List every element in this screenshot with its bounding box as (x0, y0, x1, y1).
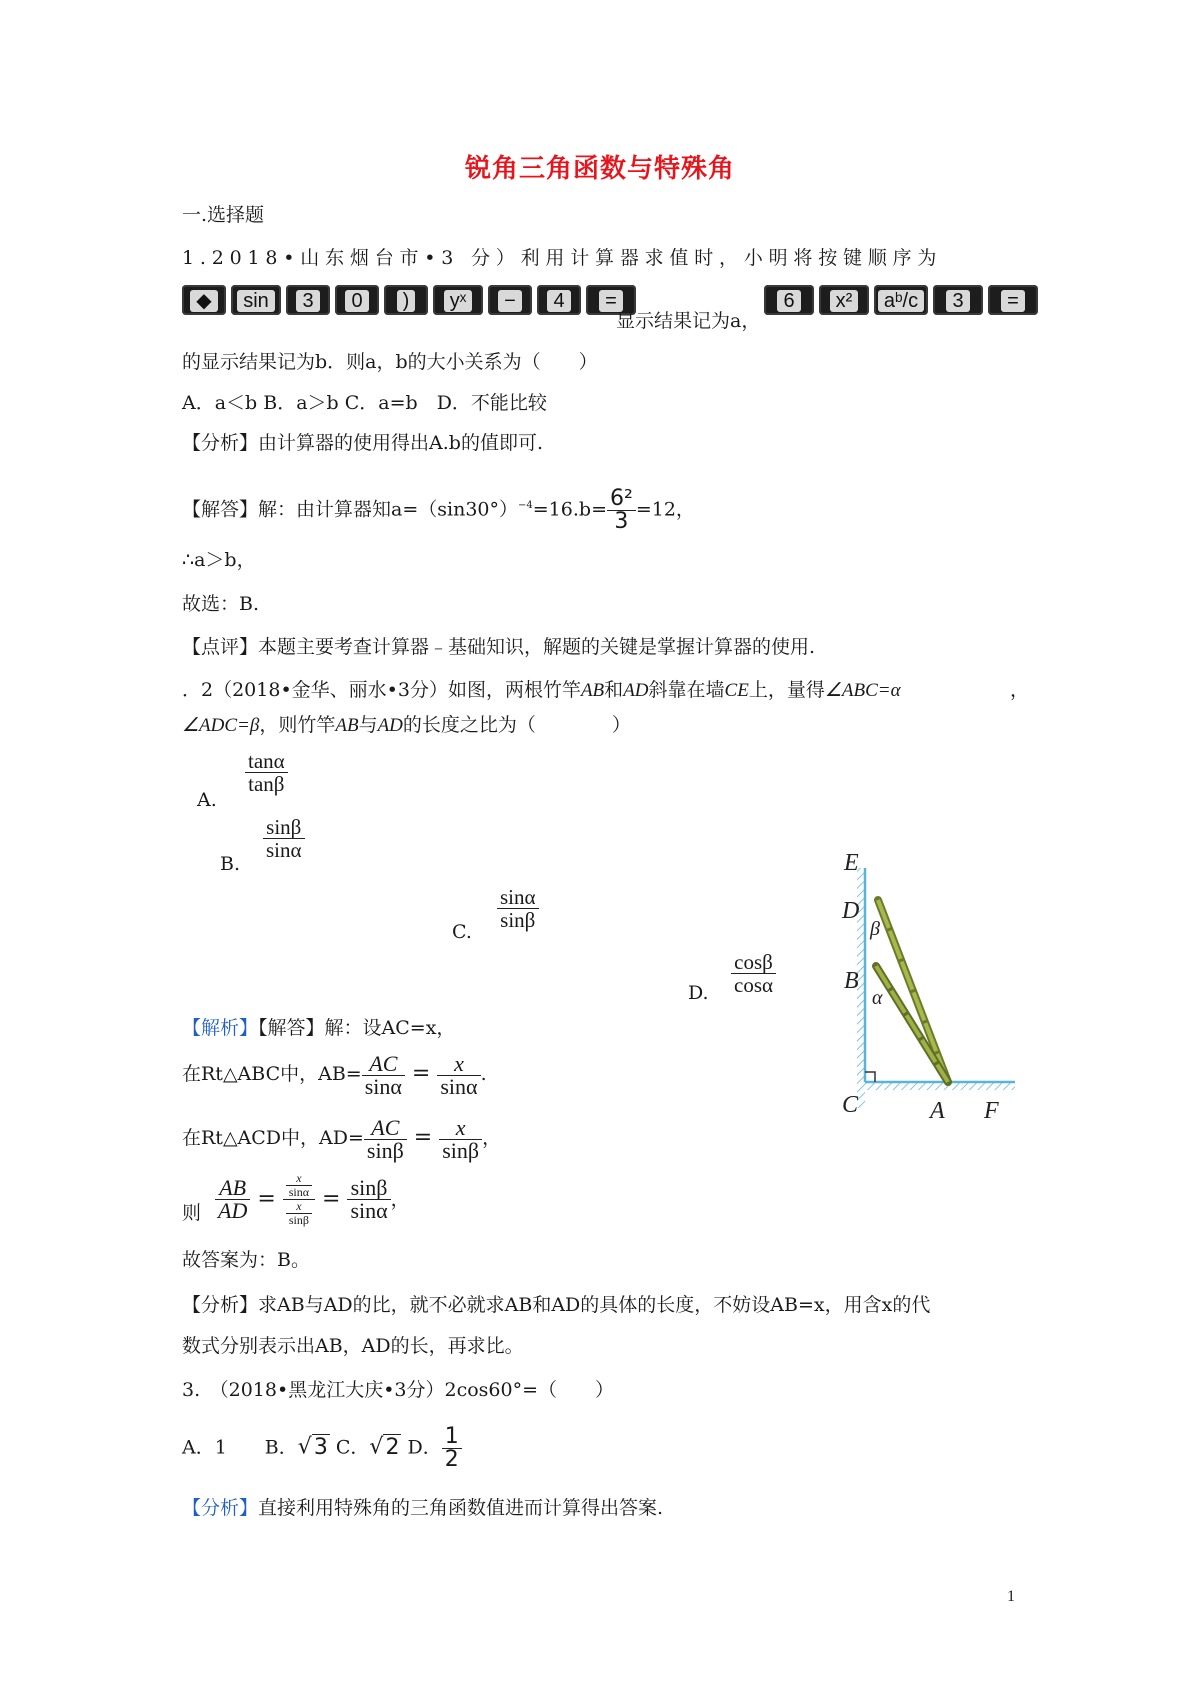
label-a: A (930, 1098, 945, 1124)
q2-stem-line1: ．2（2018•金华、丽水•3分）如图，两根竹竿AB和AD斜靠在墙CE上，量得∠ABC=α (182, 679, 901, 701)
solution-tag: 【解析】 (182, 1017, 259, 1039)
q2-solution-line3: 则 (182, 1202, 202, 1224)
calc-key-equals-b: = (988, 285, 1038, 315)
answer-mid: =16.b= (532, 498, 607, 521)
q2-final: 故答案为：B。 (182, 1249, 310, 1271)
label-beta: β (870, 918, 880, 940)
q2-stem-line2: ∠ADC=β，则竹竿AB与AD的长度之比为（ ） (182, 714, 631, 736)
answer-exponent: −4 (518, 500, 533, 512)
page-title: 锐角三角函数与特殊角 (464, 154, 735, 184)
analysis-tag: 【分析】 (182, 1294, 259, 1316)
fraction-half: $\frac{1}{2}$ (442, 1426, 462, 1471)
q2-option-a-label: A. (197, 789, 217, 811)
calc-key-sin: sin (231, 285, 281, 315)
answer-pre: 解：由计算器知a=（sin30°） (258, 498, 519, 521)
answer-tag: 【解答】 (182, 498, 259, 521)
label-f: F (984, 1098, 999, 1124)
calc-key-fraction: aᵇ/c (874, 285, 928, 315)
q2-option-c-label: C. (452, 921, 472, 943)
q2-solution-line2: 在Rt△ACD中，AD= $\frac{AC}{\sin\beta}$ = $\frac{x}{\sin\beta}$ ， (182, 1115, 502, 1163)
q2-option-c-fraction: $\frac{\sin\alpha}{\sin\beta}$ (497, 886, 539, 931)
answer-post: =12， (635, 498, 695, 521)
calc-key-0: 0 (335, 285, 379, 315)
q2-option-d-label: D. (688, 982, 709, 1004)
q2-option-b-fraction: $\frac{\sin\beta}{\sin\alpha}$ (263, 816, 305, 861)
section-heading: 一.选择题 (182, 204, 265, 226)
q1-answer (182, 488, 695, 533)
q1-stem-line1: 1.2018•山东烟台市•3 分）利用计算器求值时，小明将按键顺序为 (182, 247, 943, 269)
answer-fraction: $\frac{\text{6²}}{3}$ (607, 488, 636, 533)
sqrt-2: √2 (369, 1434, 400, 1460)
q1-key-sequence-a (182, 285, 641, 315)
q2-option-b-label: B. (220, 853, 241, 875)
calc-key-3: 3 (286, 285, 330, 315)
bamboo-figure (820, 840, 1030, 1130)
label-b: B (844, 968, 859, 994)
solution-tag-2: 【解答】 (258, 1017, 325, 1039)
q1-mid-text: 显示结果记为a， (616, 310, 761, 332)
calc-key-3b: 3 (933, 285, 983, 315)
q2-stem-comma: ， (1010, 679, 1030, 701)
q2-option-a-fraction: $\frac{\tan\alpha}{\tan\beta}$ (245, 750, 288, 795)
comment-text: 本题主要考查计算器﹣基础知识，解题的关键是掌握计算器的使用. (258, 636, 816, 658)
label-e: E (844, 850, 859, 876)
q1-therefore: ∴a＞b， (182, 549, 256, 571)
analysis-tag: 【分析】 (182, 1497, 259, 1519)
q2-analysis-line1: 【分析】求AB与AD的比，就不必就求AB和AD的具体的长度，不妨设AB=x，用含x的代 (182, 1294, 931, 1316)
calc-key-power: yˣ (433, 285, 483, 315)
q1-options: A．a＜b B．a＞b C．a=b D．不能比较 (182, 392, 547, 414)
q3-stem: 3. （2018•黑龙江大庆•3分）2cos60°=（ ） (182, 1379, 615, 1401)
calc-key-paren: ) (384, 285, 428, 315)
q2-solution-line1: 在Rt△ABC中，AB= $\frac{AC}{\sin\alpha}$ = $\frac{x}{\sin\alpha}$ . (182, 1051, 487, 1099)
analysis-text: 由计算器的使用得出A.b的值即可. (258, 432, 543, 454)
page-number: 1 (1007, 1588, 1015, 1605)
calc-key-equals: = (586, 285, 636, 315)
q1-analysis (182, 430, 543, 456)
q1-comment (182, 634, 815, 660)
calc-key-minus: − (488, 285, 532, 315)
q2-option-d-fraction: $\frac{\cos\beta}{\cos\alpha}$ (731, 951, 776, 996)
analysis-tag: 【分析】 (182, 432, 259, 454)
calc-key: ◆ (182, 285, 226, 315)
q2-solution-intro: 【解析】【解答】解：设AC=x， (182, 1017, 456, 1039)
q1-stem-line2: 的显示结果记为b．则a，b的大小关系为（ ） (182, 351, 598, 373)
label-alpha: α (872, 987, 883, 1009)
q1-choice: 故选：B. (182, 593, 260, 615)
calc-key-6: 6 (764, 285, 814, 315)
q2-ratio-expression: $\frac{AB}{AD}$ = $\frac{\frac{x}{\sin\alpha}}{\frac{x}{\sin\beta}}$ = $\frac{\sin\beta}{\sin\alpha}$ ， (215, 1172, 410, 1227)
calc-key-4: 4 (537, 285, 581, 315)
q3-options: A．1 B．√3 C．√2 D． $\frac{1}{2}$ (182, 1426, 462, 1471)
q2-analysis-line2: 数式分别表示出AB，AD的长，再求比。 (182, 1335, 524, 1357)
q1-key-sequence-b (764, 285, 1043, 315)
label-c: C (842, 1092, 859, 1118)
calc-key-square: x² (819, 285, 869, 315)
q3-analysis: 【分析】直接利用特殊角的三角函数值进而计算得出答案. (182, 1497, 664, 1519)
right-angle-mark (865, 1072, 875, 1082)
label-d: D (842, 898, 860, 924)
sqrt-3: √3 (297, 1434, 328, 1460)
comment-tag: 【点评】 (182, 636, 259, 658)
